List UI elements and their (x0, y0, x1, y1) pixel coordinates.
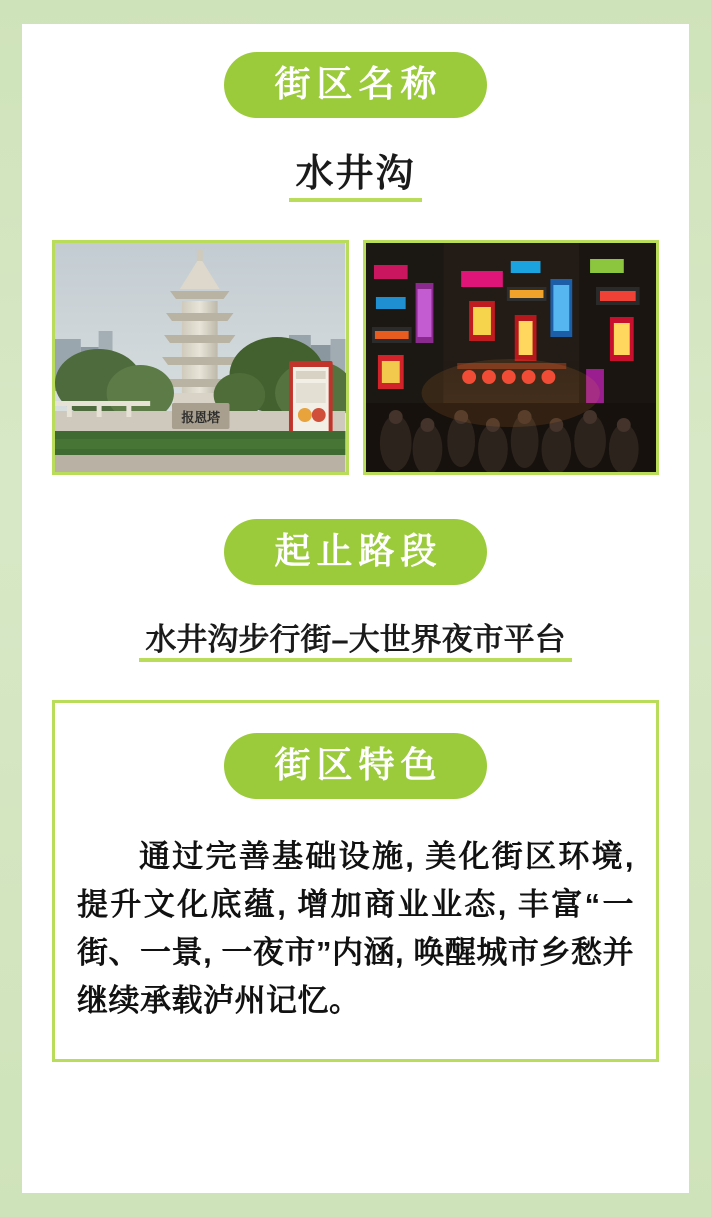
night-market-photo (363, 240, 660, 475)
feature-header-pill: 街区特色 (224, 733, 486, 799)
name-header-wrap (52, 52, 659, 118)
route-header-pill: 起止路段 (224, 519, 486, 585)
svg-text:报恩塔: 报恩塔 (181, 409, 221, 425)
photo-gallery (52, 240, 659, 475)
street-name-row (52, 152, 659, 200)
poster-inner-card (22, 24, 689, 1193)
street-name-header-pill: 街区名称 (224, 52, 486, 118)
feature-description: 通过完善基础设施, 美化街区环境, 提升文化底蕴, 增加商业业态, 丰富“一街、一景, 一夜市”内涵, 唤醒城市乡愁并继续承载泸州记忆。 (77, 838, 634, 1018)
street-name-value: 水井沟 (289, 152, 421, 200)
route-row (52, 621, 659, 660)
route-header-wrap (52, 519, 659, 585)
feature-box (52, 700, 659, 1062)
pagoda-daytime-photo (52, 240, 349, 475)
feature-header-wrap (77, 733, 634, 799)
route-value: 水井沟步行街–大世界夜市平台 (139, 621, 571, 660)
